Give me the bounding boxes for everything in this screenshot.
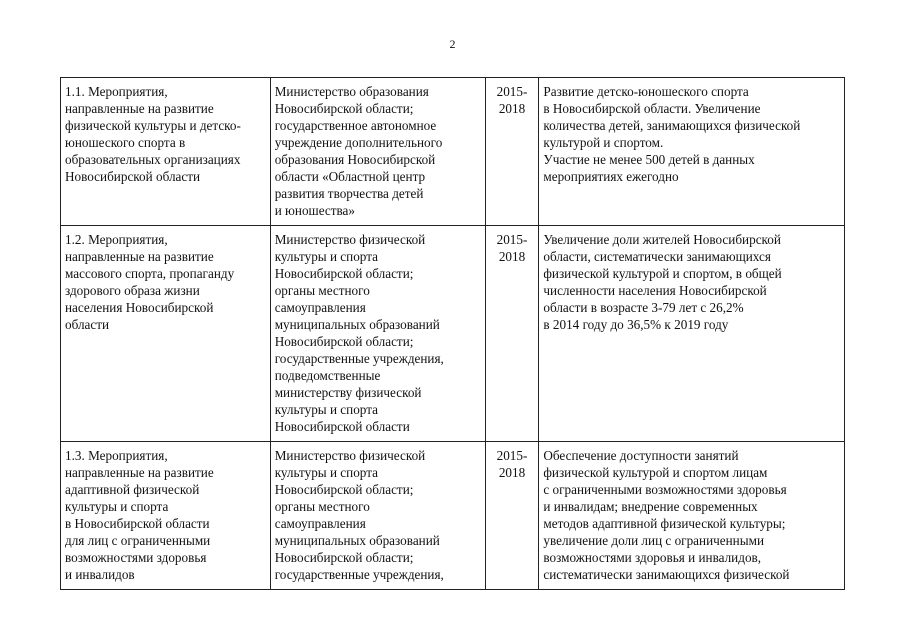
text-line: муниципальных образований xyxy=(274,317,440,332)
text-line: Участие не менее 500 детей в данных xyxy=(543,152,755,167)
text-line: Новосибирской области; xyxy=(274,550,414,565)
text-line: с ограниченными возможностями здоровья xyxy=(543,482,787,497)
table-row xyxy=(61,226,845,442)
text-line: развития творчества детей xyxy=(274,186,424,201)
text-line: направленные на развитие xyxy=(65,101,214,116)
text-line: культурой и спортом. xyxy=(543,135,664,150)
measures-table xyxy=(60,77,845,590)
text-line: населения Новосибирской xyxy=(65,300,214,315)
text-line: 1.3. Мероприятия, xyxy=(65,448,168,463)
text-line: направленные на развитие xyxy=(65,249,214,264)
text-line: в 2014 году до 36,5% к 2019 году xyxy=(543,317,729,332)
text-line: адаптивной физической xyxy=(65,482,200,497)
table-row xyxy=(61,442,845,590)
text-line: муниципальных образований xyxy=(274,533,440,548)
text-line: учреждение дополнительного xyxy=(274,135,443,150)
text-line: возможностями здоровья xyxy=(65,550,207,565)
text-line: для лиц с ограниченными xyxy=(65,533,211,548)
text-line: Новосибирской области; xyxy=(274,266,414,281)
text-line: 1.2. Мероприятия, xyxy=(65,232,168,247)
text-line: образования Новосибирской xyxy=(274,152,436,167)
text-line: массового спорта, пропаганду xyxy=(65,266,235,281)
text-line: физической культуры и детско- xyxy=(65,118,241,133)
text-line: самоуправления xyxy=(274,516,366,531)
executor-cell xyxy=(270,442,485,590)
text-line: Новосибирской области; xyxy=(274,334,414,349)
text-line: 1.1. Мероприятия, xyxy=(65,84,168,99)
executor-cell xyxy=(270,226,485,442)
result-cell xyxy=(539,78,845,226)
text-line: 2015- xyxy=(496,448,528,463)
text-line: Новосибирской области; xyxy=(274,482,414,497)
text-line: Развитие детско-юношеского спорта xyxy=(543,84,749,99)
text-line: органы местного xyxy=(274,499,370,514)
text-line: юношеского спорта в xyxy=(65,135,186,150)
text-line: в Новосибирской области xyxy=(65,516,210,531)
text-line: образовательных организациях xyxy=(65,152,241,167)
text-line: культуры и спорта xyxy=(65,499,169,514)
text-line: подведомственные xyxy=(274,368,381,383)
text-line: 2015- xyxy=(496,232,528,247)
text-line: здорового образа жизни xyxy=(65,283,200,298)
text-line: и инвалидов xyxy=(65,567,135,582)
result-cell xyxy=(539,226,845,442)
executor-cell xyxy=(270,78,485,226)
text-line: физической культурой и спортом, в общей xyxy=(543,266,782,281)
text-line: Новосибирской области xyxy=(65,169,201,184)
text-line: области, систематически занимающихся xyxy=(543,249,771,264)
text-line: Министерство образования xyxy=(274,84,429,99)
text-line: физической культурой и спортом лицам xyxy=(543,465,768,480)
text-line: количества детей, занимающихся физической xyxy=(543,118,801,133)
text-line: Увеличение доли жителей Новосибирской xyxy=(543,232,781,247)
text-line: Новосибирской области xyxy=(274,419,410,434)
text-line: области «Областной центр xyxy=(274,169,426,184)
event-cell xyxy=(61,78,271,226)
text-line: государственные учреждения, xyxy=(274,567,444,582)
text-line: самоуправления xyxy=(274,300,366,315)
text-line: культуры и спорта xyxy=(274,465,379,480)
result-cell xyxy=(539,442,845,590)
text-line: систематически занимающихся физической xyxy=(543,567,790,582)
text-line: области в возрасте 3-79 лет с 26,2% xyxy=(543,300,744,315)
text-line: государственное автономное xyxy=(274,118,437,133)
text-line: мероприятиях ежегодно xyxy=(543,169,679,184)
text-line: области xyxy=(65,317,110,332)
text-line: и юношества» xyxy=(274,203,355,218)
text-line: направленные на развитие xyxy=(65,465,214,480)
years-cell xyxy=(485,78,539,226)
text-line: возможностями здоровья и инвалидов, xyxy=(543,550,762,565)
text-line: увеличение доли лиц с ограниченными xyxy=(543,533,764,548)
years-cell xyxy=(485,442,539,590)
text-line: 2018 xyxy=(498,249,526,264)
years-cell xyxy=(485,226,539,442)
text-line: Министерство физической xyxy=(274,448,426,463)
text-line: культуры и спорта xyxy=(274,249,379,264)
text-line: 2018 xyxy=(498,465,526,480)
page-number: 2 xyxy=(449,37,456,51)
event-cell xyxy=(61,442,271,590)
text-line: и инвалидам; внедрение современных xyxy=(543,499,758,514)
text-line: численности населения Новосибирской xyxy=(543,283,767,298)
text-line: 2015- xyxy=(496,84,528,99)
text-line: в Новосибирской области. Увеличение xyxy=(543,101,761,116)
text-line: министерству физической xyxy=(274,385,422,400)
text-line: Министерство физической xyxy=(274,232,426,247)
text-line: методов адаптивной физической культуры; xyxy=(543,516,786,531)
text-line: Обеспечение доступности занятий xyxy=(543,448,739,463)
text-line: органы местного xyxy=(274,283,370,298)
text-line: Новосибирской области; xyxy=(274,101,414,116)
table-row xyxy=(61,78,845,226)
event-cell xyxy=(61,226,271,442)
text-line: государственные учреждения, xyxy=(274,351,444,366)
text-line: 2018 xyxy=(498,101,526,116)
text-line: культуры и спорта xyxy=(274,402,379,417)
